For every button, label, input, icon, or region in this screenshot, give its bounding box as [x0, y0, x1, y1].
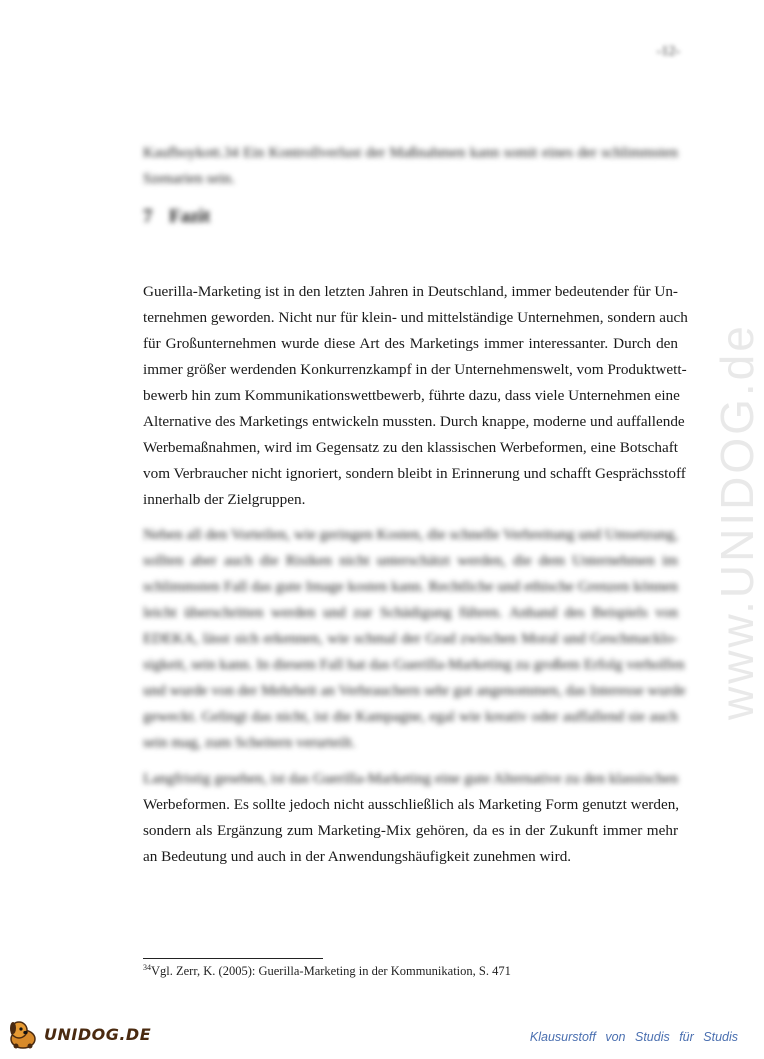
paragraph-1 [143, 279, 688, 513]
paragraph-3-first-line [143, 766, 678, 792]
text-line: Neben all den Vorteilen, wie geringen Kosten, die schnelle Verbreitung und Umsetzung, [143, 526, 678, 543]
text-line: vom Verbraucher nicht ignoriert, sondern bleibt in Erinnerung und schafft Gesprächsstoff [143, 465, 686, 482]
top-fragment [143, 140, 678, 192]
paragraph-2 [143, 522, 686, 756]
text-line: ternehmen geworden. Nicht nur für klein- und mittelständige Unternehmen, sondern auch [143, 309, 688, 326]
section-title: Fazit [169, 206, 211, 227]
brand-logo[interactable] [6, 1017, 151, 1051]
text-line: sollten aber auch die Risiken nicht unterschätzt werden, die dem Unternehmen im [143, 552, 678, 569]
section-heading [143, 206, 210, 228]
text-line: für Großunternehmen wurde diese Art des Marketings immer interessanter. Durch den [143, 335, 678, 352]
section-number: 7 [143, 206, 153, 227]
text-line: Werbeformen. Es sollte jedoch nicht ausschließlich als Marketing Form genutzt werden, [143, 796, 680, 813]
brand-name: UNIDOG.DE [44, 1024, 152, 1044]
text-line: sein mag, zum Scheitern verurteilt. [143, 734, 356, 751]
watermark: www.UNIDOG.de [711, 323, 763, 720]
text-line: immer größer werdenden Konkurrenzkampf in der Unternehmenswelt, vom Produktwett- [143, 361, 687, 378]
slogan: Klausurstoff von Studis für Studis [529, 1030, 738, 1044]
page-number: -12- [656, 44, 680, 59]
footnote-rule [143, 958, 323, 959]
text-line: schlimmsten Fall das gute Image kosten kann. Rechtliche und ethische Grenzen können [143, 578, 678, 595]
dog-mascot-icon [6, 1017, 40, 1051]
text-line: und wurde von der Mehrheit an Verbrauchern sehr gut angenommen, das Interesse wurde [143, 682, 686, 699]
text-line: geweckt. Gelingt das nicht, ist die Kampagne, egal wie kreativ oder auffallend sie auch [143, 708, 678, 725]
text-line: Guerilla-Marketing ist in den letzten Jahren in Deutschland, immer bedeutender für Un- [143, 283, 678, 300]
text-line: Alternative des Marketings entwickeln mussten. Durch knappe, moderne und auffallende [143, 413, 685, 430]
text-line: bewerb hin zum Kommunikationswettbewerb, führte dazu, dass viele Unternehmen eine [143, 387, 680, 404]
text-line: Werbemaßnahmen, wird im Gegensatz zu den klassischen Werbeformen, eine Botschaft [143, 439, 678, 456]
text-line: EDEKA, lässt sich erkennen, wie schmal der Grad zwischen Moral und Geschmacklo- [143, 630, 678, 647]
text-line: sondern als Ergänzung zum Marketing-Mix gehören, da es in der Zukunft immer mehr [143, 822, 678, 839]
text-line: Langfristig gesehen, ist das Guerilla-Marketing eine gute Alternative zu den klassischen [143, 770, 679, 787]
text-line: innerhalb der Zielgruppen. [143, 491, 306, 508]
paragraph-3 [143, 792, 678, 870]
footnote-text: Vgl. Zerr, K. (2005): Guerilla-Marketing in der Kommunikation, S. 471 [151, 964, 511, 978]
text-line: Szenarien sein. [143, 170, 235, 187]
footnote-marker: 34 [143, 962, 151, 972]
text-line: Kaufboykott.34 Ein Kontrollverlust der Maßnahmen kann somit eines der schlimmsten [143, 144, 678, 161]
text-line: sigkeit, sein kann. In diesem Fall hat das Guerilla-Marketing zu großem Erfolg verholfen [143, 656, 685, 673]
text-line: an Bedeutung und auch in der Anwendungshäufigkeit zunehmen wird. [143, 848, 572, 865]
text-line: leicht überschritten werden und zur Schädigung führen. Anhand des Beispiels von [143, 604, 678, 621]
footnote [143, 964, 511, 979]
